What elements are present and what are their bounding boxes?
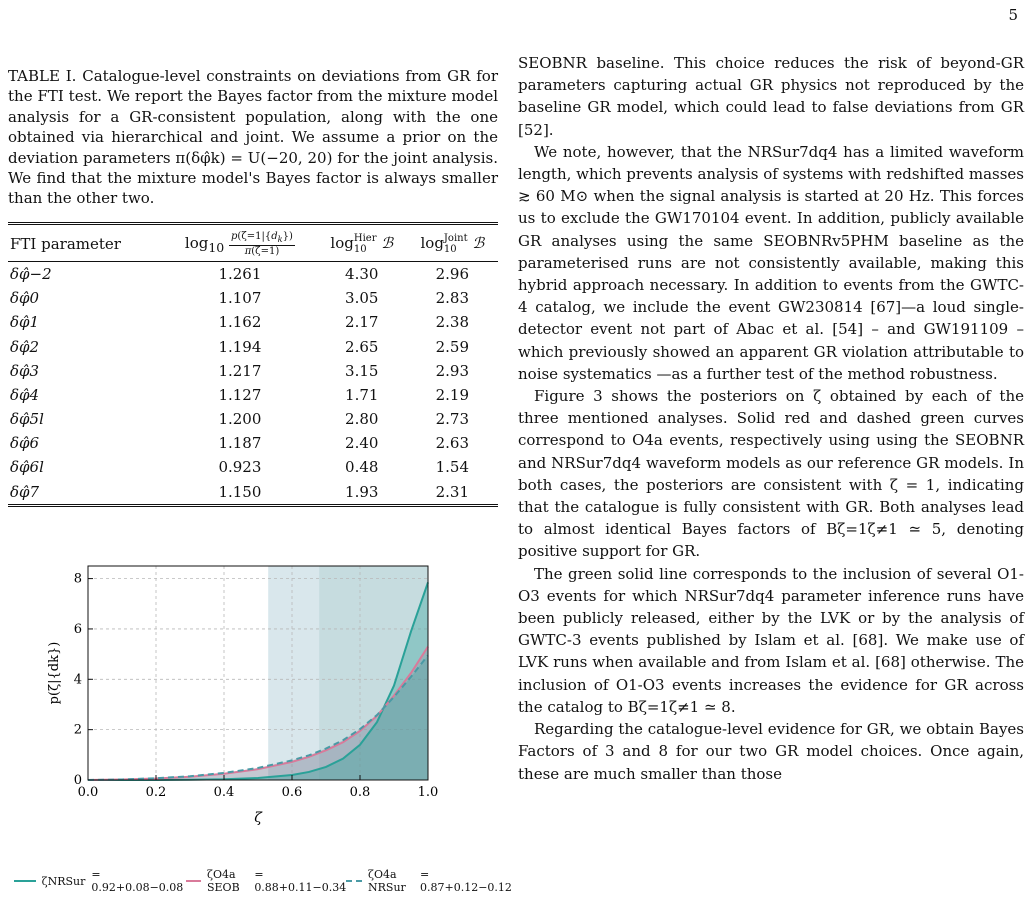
table-row [8, 383, 498, 407]
x-tick-label: 1.0 [417, 785, 439, 800]
legend-value-seob: = 0.88+0.11−0.34 [254, 868, 347, 894]
table-row [8, 310, 498, 334]
table-row [8, 286, 498, 310]
fti-parameter-cell: δφ̂6 [10, 434, 40, 453]
value-cell: 1.261 [218, 264, 262, 283]
x-axis-label: ζ [254, 810, 262, 826]
legend-label-nrsur: ζNRSur [41, 874, 86, 888]
col-joint: log Joint 10 ℬ [407, 223, 498, 261]
results-table [8, 222, 498, 507]
legend-item-seob [186, 868, 347, 894]
table-row [8, 359, 498, 383]
fti-parameter-cell: δφ̂4 [10, 385, 40, 404]
paragraph-3: Figure 3 shows the posteriors on ζ obtained by each of the three mentioned analyses. Solid red and dashed green curves correspond to O4a events, respectively using using the SEOBNR and NRSur7dq4 waveform models as our reference GR models. In both cases, the posteriors are consistent with ζ = 1, indicating that the catalogue is fully consistent with GR. Both analyses lead to almost identical Bayes factors of Bζ=1ζ≠1 ≃ 5, denoting positive support for GR. [518, 387, 1024, 561]
value-cell: 1.71 [345, 385, 379, 404]
paragraph-1: SEOBNR baseline. This choice reduces the risk of beyond-GR parameters capturing actual GR physics not reproduced by the baseline GR model, which could lead to false deviations from GR [52]. [518, 54, 1024, 139]
y-tick-label: 4 [73, 672, 82, 688]
paragraph-2: We note, however, that the NRSur7dq4 has a limited waveform length, which prevents analysis of systems with redshifted masses ≳ 60 M⊙ when the signal analysis is started at 20 Hz. This forces us to exclude the GW170104 event. In addition, publicly available GR analyses using the same SEOBNRv5PHM baseline as the parameterised runs are not consistently available, making this hybrid approach necessary. In addition to events from the GWTC-4 catalog, we include the event GW230814 [67]—a loud single-detector event not part of Abac et al. [54] – and GW191109 – which previously showed an apparent GR violation attributable to noise systematics —as a further test of the method robustness. [518, 142, 1024, 383]
x-tick-label: 0.2 [145, 785, 167, 800]
value-cell: 0.923 [218, 458, 262, 477]
left-column [8, 66, 498, 507]
col-fti: FTI parameter [8, 223, 163, 261]
value-cell: 1.187 [218, 434, 262, 453]
value-cell: 1.194 [218, 337, 262, 356]
legend-item-nrsur [14, 868, 186, 894]
value-cell: 2.63 [435, 434, 470, 453]
value-cell: 2.83 [435, 289, 470, 308]
value-cell: 3.05 [345, 289, 379, 308]
value-cell: 2.73 [435, 410, 470, 429]
x-tick-label: 0.4 [213, 785, 235, 800]
zeta-posterior-chart [8, 558, 508, 878]
y-tick-label: 8 [73, 571, 82, 587]
fti-parameter-cell: δφ̂1 [10, 313, 40, 332]
legend-value-nrsur: = 0.92+0.08−0.08 [91, 868, 184, 894]
value-cell: 2.93 [435, 361, 470, 380]
table-row [8, 261, 498, 286]
paragraph-4: The green solid line corresponds to the inclusion of several O1-O3 events for which NRSur7dq4 parameter inference runs have been publicly released, either by the LVK or by the analysis of GWTC-3 events published by Islam et al. [68]. We make use of LVK runs when available and from Islam et al. [68] otherwise. The inclusion of O1-O3 events increases the evidence for GR across the catalog to Bζ=1ζ≠1 ≃ 8. [518, 564, 1024, 716]
table-row [8, 455, 498, 479]
fti-parameter-cell: δφ̂3 [10, 361, 40, 380]
value-cell: 1.217 [218, 361, 262, 380]
value-cell: 2.80 [345, 410, 379, 429]
value-cell: 2.17 [345, 313, 379, 332]
value-cell: 4.30 [345, 264, 379, 283]
fti-parameter-cell: δφ̂7 [10, 482, 40, 501]
legend-label-seob: ζO4a SEOB [206, 868, 240, 894]
y-tick-label: 0 [73, 773, 82, 788]
page-number: 5 [1008, 6, 1018, 24]
legend-value-nrsur-o4a: = 0.87+0.12−0.12 [420, 868, 512, 894]
value-cell: 1.107 [218, 289, 262, 308]
x-tick-label: 0.6 [281, 785, 303, 800]
value-cell: 2.40 [345, 434, 379, 453]
fti-parameter-cell: δφ̂6l [10, 458, 44, 477]
value-cell: 2.38 [435, 313, 470, 332]
value-cell: 1.54 [435, 458, 470, 477]
col-hier: log Hier 10 ℬ [317, 223, 407, 261]
value-cell: 1.162 [218, 313, 262, 332]
table-row [8, 334, 498, 358]
table-row [8, 431, 498, 455]
right-column [518, 52, 1024, 785]
paragraph-5: Regarding the catalogue-level evidence for GR, we obtain Bayes Factors of 3 and 8 for our two GR model choices. Once again, these are much smaller than those [518, 720, 1024, 783]
value-cell: 2.31 [435, 482, 470, 501]
fti-parameter-cell: δφ̂0 [10, 289, 40, 308]
fti-parameter-cell: δφ̂2 [10, 337, 40, 356]
y-tick-label: 6 [73, 621, 82, 637]
chart-legend [14, 868, 512, 894]
value-cell: 1.93 [345, 482, 379, 501]
value-cell: 2.65 [345, 337, 379, 356]
value-cell: 2.19 [435, 385, 470, 404]
fti-parameter-cell: δφ̂5l [10, 410, 44, 429]
value-cell: 2.59 [435, 337, 470, 356]
legend-label-nrsur-o4a: ζO4a NRSur [368, 868, 406, 894]
y-tick-label: 2 [73, 722, 82, 738]
value-cell: 2.96 [435, 264, 470, 283]
table-header-row [8, 223, 498, 261]
table-caption: TABLE I. Catalogue-level constraints on deviations from GR for the FTI test. We report the Bayes factor from the mixture model analysis for a GR-consistent population, along with the one obtained via hierarchical and joint. We assume a prior on the deviation parameters π(δφ̂k) = U(−20, 20) for the joint analysis. We find that the mixture model's Bayes factor is always smaller than the other two. [8, 67, 498, 208]
table-row [8, 407, 498, 431]
x-tick-label: 0.8 [349, 785, 371, 800]
value-cell: 0.48 [345, 458, 379, 477]
value-cell: 3.15 [345, 361, 379, 380]
y-axis-label: p(ζ|{dk}) [47, 641, 62, 705]
value-cell: 1.150 [218, 482, 262, 501]
col-mixture: $\log_{10}$ $\frac{p(\zeta=1|\{d_k\})}{\pi(\zeta=1)}$ [163, 223, 317, 261]
legend-item-nrsur-o4a [346, 868, 512, 894]
fti-parameter-cell: δφ̂−2 [10, 264, 52, 283]
table-row [8, 480, 498, 506]
value-cell: 1.200 [218, 410, 262, 429]
value-cell: 1.127 [218, 385, 262, 404]
x-tick-label: 0.0 [77, 785, 99, 800]
